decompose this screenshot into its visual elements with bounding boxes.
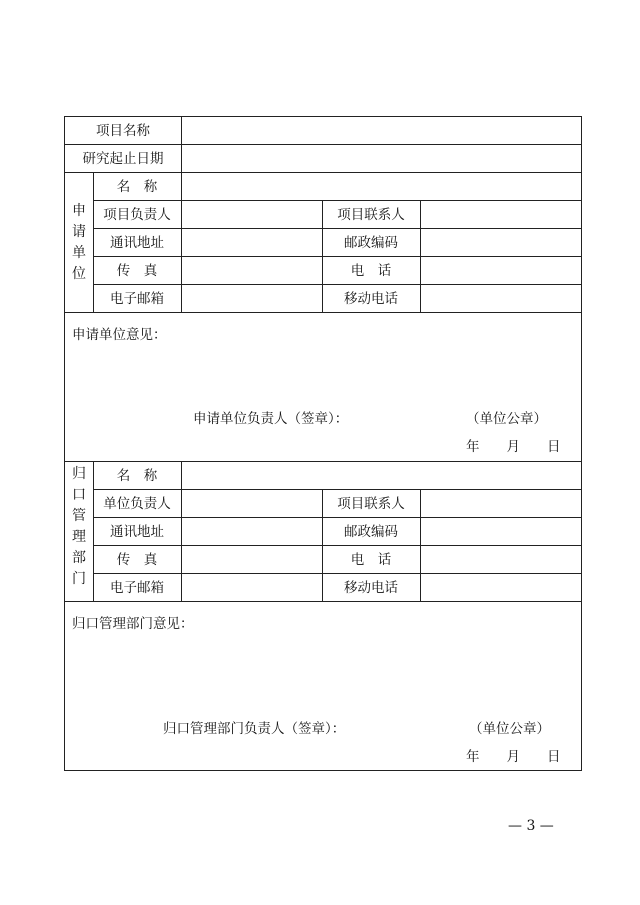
admin-postcode-field[interactable] <box>421 518 580 545</box>
project-name-field[interactable] <box>182 117 580 144</box>
admin-project-contact-field[interactable] <box>421 490 580 517</box>
applicant-date: 年 月 日 <box>466 439 561 455</box>
applicant-phone-field[interactable] <box>421 257 580 284</box>
page-number: — 3 — <box>508 818 554 834</box>
admin-group-label: 归口管理部门 <box>72 466 86 587</box>
applicant-phone-label: 电 话 <box>350 263 392 279</box>
applicant-postcode-label: 邮政编码 <box>344 235 398 251</box>
applicant-postcode-field[interactable] <box>421 229 580 256</box>
applicant-opinion-label: 申请单位意见： <box>72 327 167 343</box>
application-form <box>64 116 582 771</box>
admin-unit-leader-label: 单位负责人 <box>103 496 171 512</box>
applicant-name-label: 名 称 <box>116 179 158 195</box>
applicant-project-leader-label: 项目负责人 <box>103 207 171 223</box>
applicant-address-label: 通讯地址 <box>110 235 164 251</box>
applicant-seal-label: （单位公章） <box>466 411 547 427</box>
admin-address-label: 通讯地址 <box>110 524 164 540</box>
admin-name-label: 名 称 <box>116 468 158 484</box>
applicant-address-field[interactable] <box>182 229 321 256</box>
admin-date: 年 月 日 <box>466 749 561 765</box>
applicant-project-contact-label: 项目联系人 <box>337 207 405 223</box>
admin-fax-field[interactable] <box>182 546 321 573</box>
project-name-label: 项目名称 <box>96 123 150 139</box>
applicant-email-field[interactable] <box>182 285 321 312</box>
admin-opinion-label: 归口管理部门意见： <box>72 616 194 632</box>
applicant-group-label: 申请单位 <box>72 203 86 282</box>
admin-mobile-label: 移动电话 <box>344 580 398 596</box>
applicant-name-field[interactable] <box>182 173 580 200</box>
applicant-email-label: 电子邮箱 <box>110 291 164 307</box>
admin-address-field[interactable] <box>182 518 321 545</box>
admin-project-contact-label: 项目联系人 <box>337 496 405 512</box>
applicant-signer-label: 申请单位负责人（签章）： <box>193 411 349 427</box>
applicant-project-contact-field[interactable] <box>421 201 580 228</box>
admin-name-field[interactable] <box>182 462 580 489</box>
admin-opinion-field[interactable] <box>66 632 580 712</box>
applicant-fax-field[interactable] <box>182 257 321 284</box>
admin-fax-label: 传 真 <box>116 552 158 568</box>
admin-mobile-field[interactable] <box>421 574 580 601</box>
admin-email-field[interactable] <box>182 574 321 601</box>
applicant-mobile-label: 移动电话 <box>344 291 398 307</box>
admin-postcode-label: 邮政编码 <box>344 524 398 540</box>
applicant-project-leader-field[interactable] <box>182 201 321 228</box>
research-period-label: 研究起止日期 <box>82 151 164 167</box>
applicant-opinion-field[interactable] <box>66 343 580 403</box>
admin-signer-label: 归口管理部门负责人（签章）： <box>163 721 346 737</box>
admin-unit-leader-field[interactable] <box>182 490 321 517</box>
admin-seal-label: （单位公章） <box>469 721 550 737</box>
applicant-mobile-field[interactable] <box>421 285 580 312</box>
applicant-fax-label: 传 真 <box>116 263 158 279</box>
admin-phone-label: 电 话 <box>350 552 392 568</box>
admin-email-label: 电子邮箱 <box>110 580 164 596</box>
admin-phone-field[interactable] <box>421 546 580 573</box>
research-period-field[interactable] <box>182 145 580 172</box>
